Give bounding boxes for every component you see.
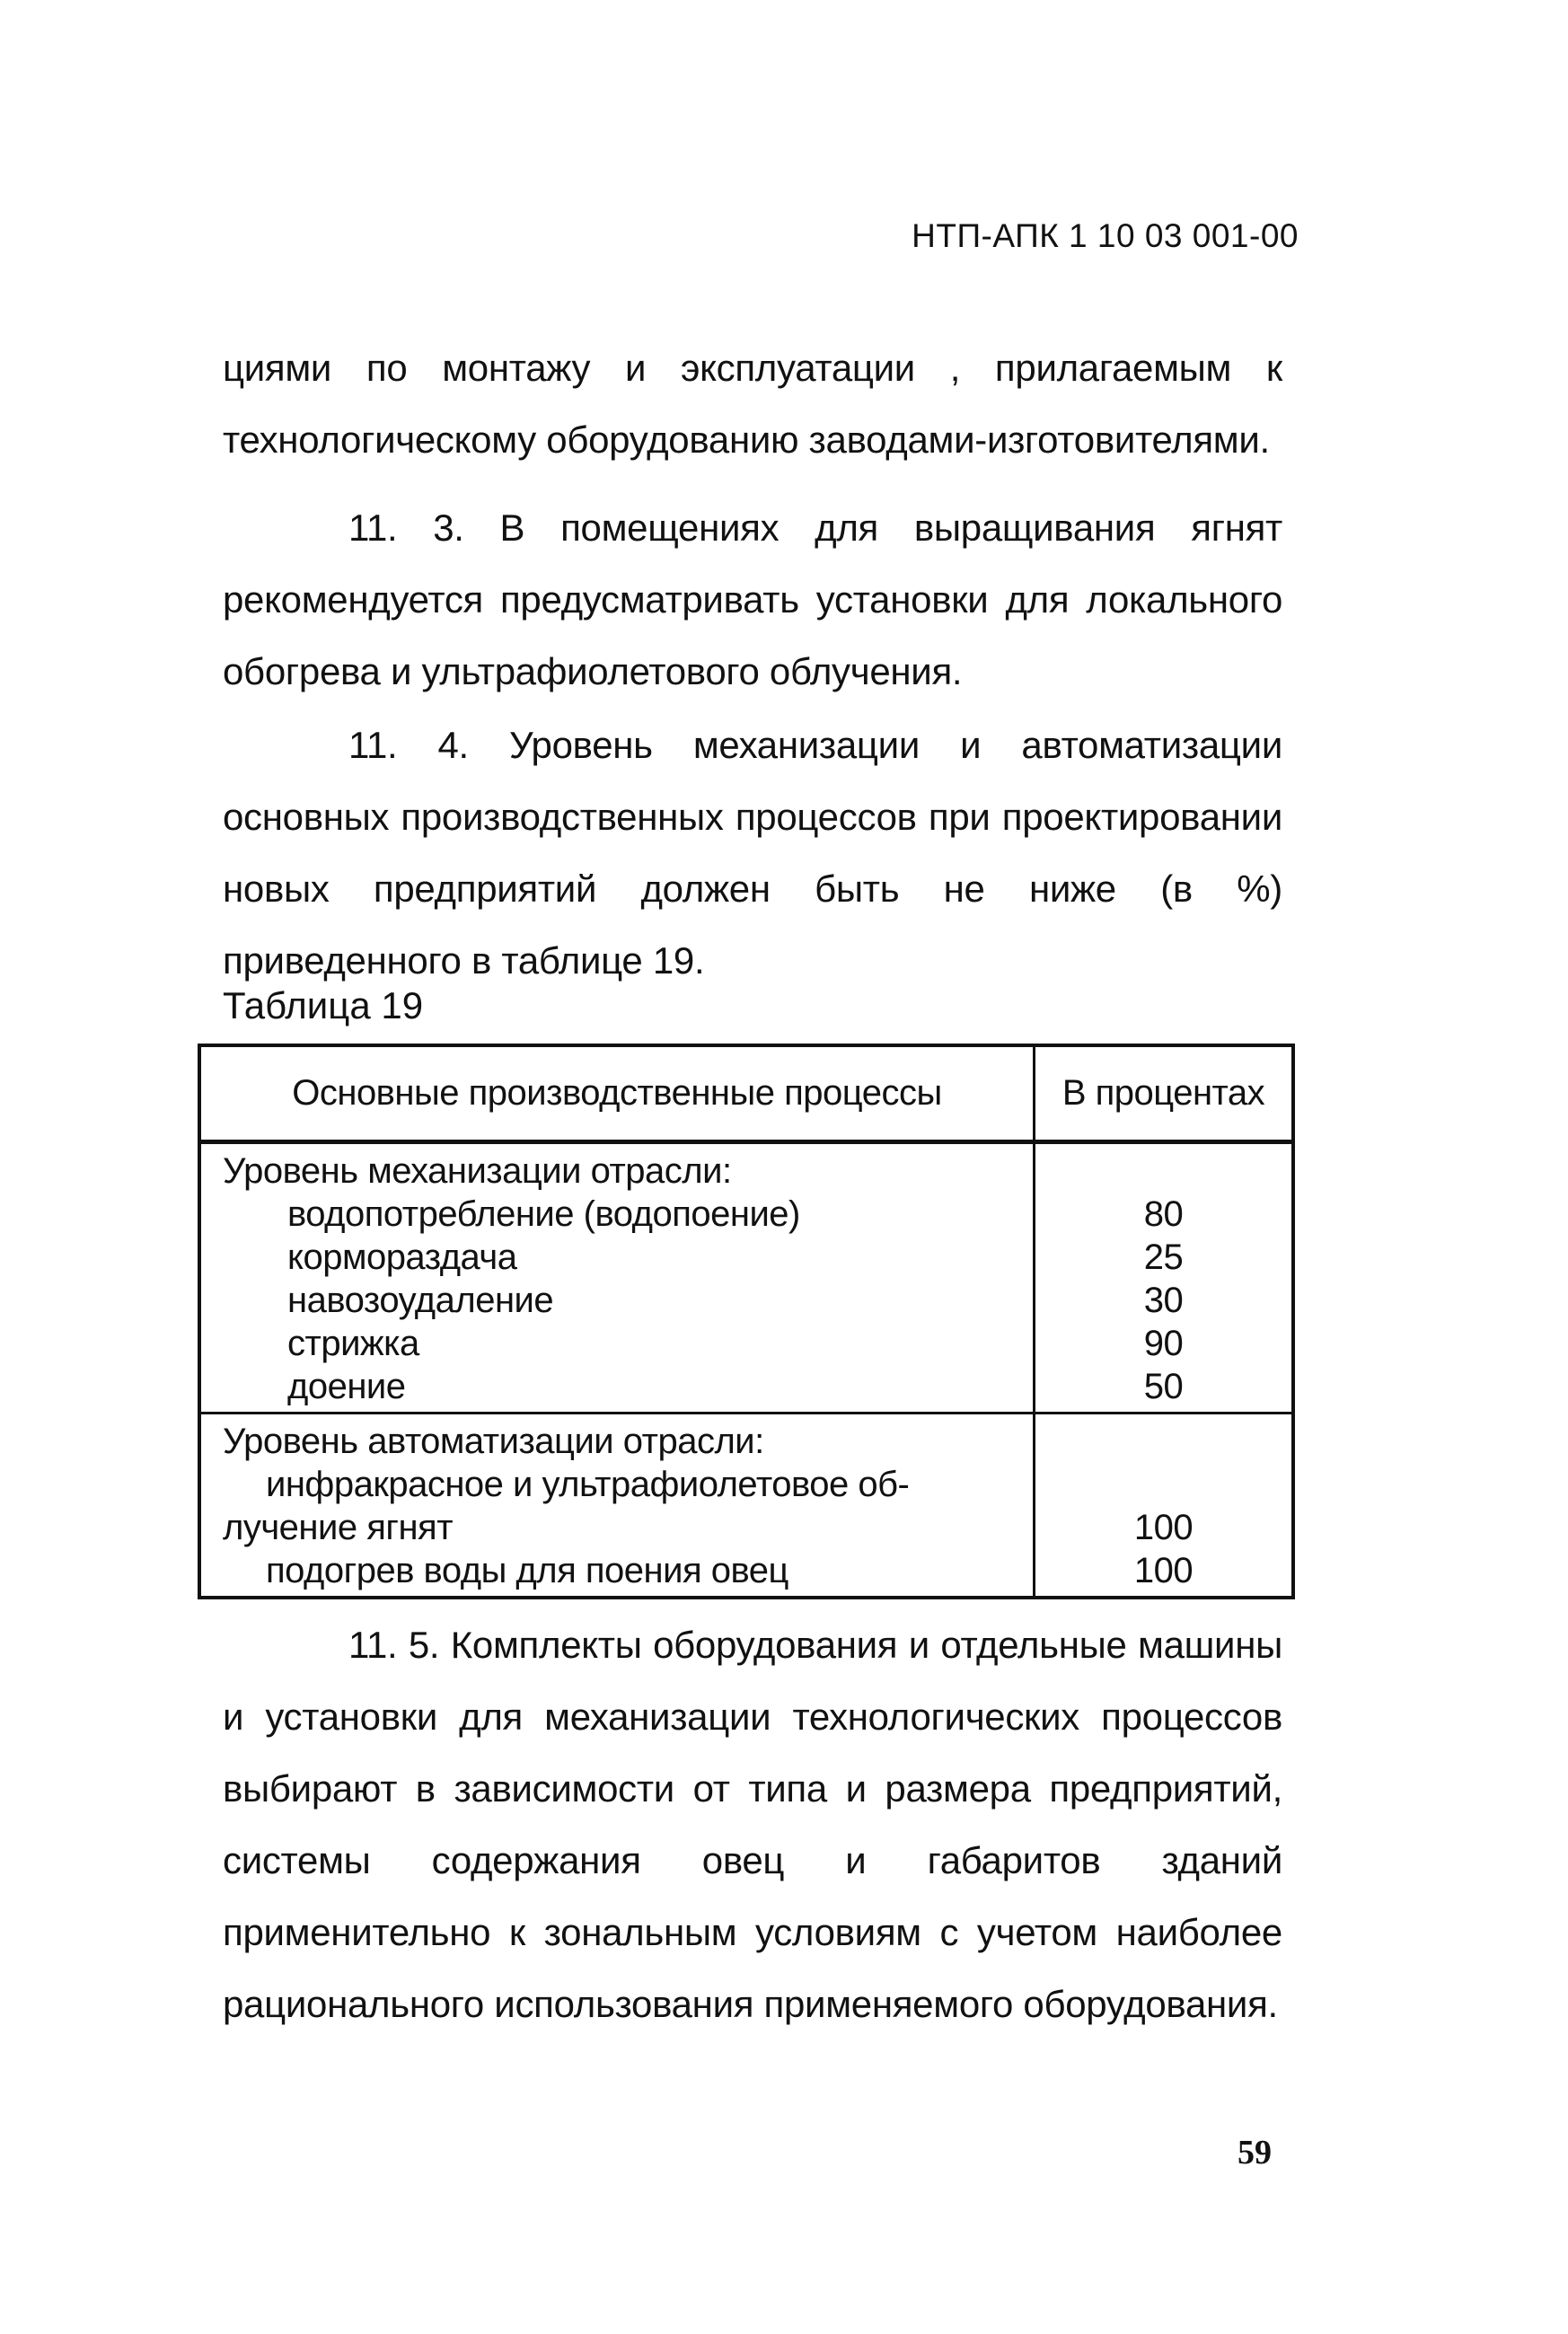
row-label-manure: навозоудаление	[199, 1279, 1035, 1322]
mechanization-title-value	[1035, 1142, 1294, 1193]
row-value-manure: 30	[1035, 1279, 1294, 1322]
table-header-row	[199, 1045, 1293, 1142]
table-row	[199, 1236, 1293, 1279]
header-processes: Основные производственные процессы	[199, 1045, 1035, 1142]
paragraph-11-5: 11. 5. Комплекты оборудования и отдельные машины и установки для механизации технологических процессов выбирают в зависимости от типа и размера предприятий, системы содержания овец и габаритов зданий применительно к зональным условиям с учетом наиболее рационального использования применяемого оборудования.	[223, 1624, 1282, 2025]
row-label-water: водопотребление (водопоение)	[199, 1193, 1035, 1236]
table-row	[199, 1549, 1293, 1598]
table-row	[199, 1463, 1293, 1506]
table-row-automation-title	[199, 1414, 1293, 1464]
page-number: 59	[1238, 2134, 1272, 2171]
row-label-irradiation-line2: лучение ягнят	[199, 1506, 1035, 1549]
table-row	[199, 1322, 1293, 1365]
row-value-milking: 50	[1035, 1365, 1294, 1414]
table-row-mechanization-title	[199, 1142, 1293, 1193]
table-row	[199, 1365, 1293, 1414]
paragraph-11-4: 11. 4. Уровень механизации и автоматизации основных производственных процессов при проектировании новых предприятий должен быть не ниже (в %) приведенного в таблице 19.	[223, 724, 1282, 982]
mechanization-title: Уровень механизации отрасли:	[199, 1142, 1035, 1193]
document-code-header: НТП-АПК 1 10 03 001-00	[912, 217, 1299, 254]
automation-title-value	[1035, 1414, 1294, 1464]
row-value-shearing: 90	[1035, 1322, 1294, 1365]
table-row	[199, 1279, 1293, 1322]
row-label-shearing: стрижка	[199, 1322, 1035, 1365]
row-label-water-heating: подогрев воды для поения овец	[199, 1549, 1035, 1598]
automation-title: Уровень автоматизации отрасли:	[199, 1414, 1035, 1464]
table-row	[199, 1506, 1293, 1549]
row-label-irradiation-line1: инфракрасное и ультрафиолетовое об-	[199, 1463, 1035, 1506]
row-value-irradiation: 100	[1035, 1506, 1294, 1549]
row-label-feeding: кормораздача	[199, 1236, 1035, 1279]
paragraph-11-3: 11. 3. В помещениях для выращивания ягнят рекомендуется предусматривать установки для локального обогрева и ультрафиолетового облучения.	[223, 506, 1282, 692]
table-caption: Таблица 19	[223, 984, 424, 1026]
row-value-irradiation-spacer	[1035, 1463, 1294, 1506]
header-percent: В процентах	[1035, 1045, 1294, 1142]
row-label-milking: доение	[199, 1365, 1035, 1414]
row-value-water: 80	[1035, 1193, 1294, 1236]
table-row	[199, 1193, 1293, 1236]
row-value-feeding: 25	[1035, 1236, 1294, 1279]
table-19	[198, 1044, 1295, 1599]
paragraph-continuation: циями по монтажу и эксплуатации , прилагаемым к технологическому оборудованию заводами-изготовителями.	[223, 347, 1282, 461]
row-value-water-heating: 100	[1035, 1549, 1294, 1598]
